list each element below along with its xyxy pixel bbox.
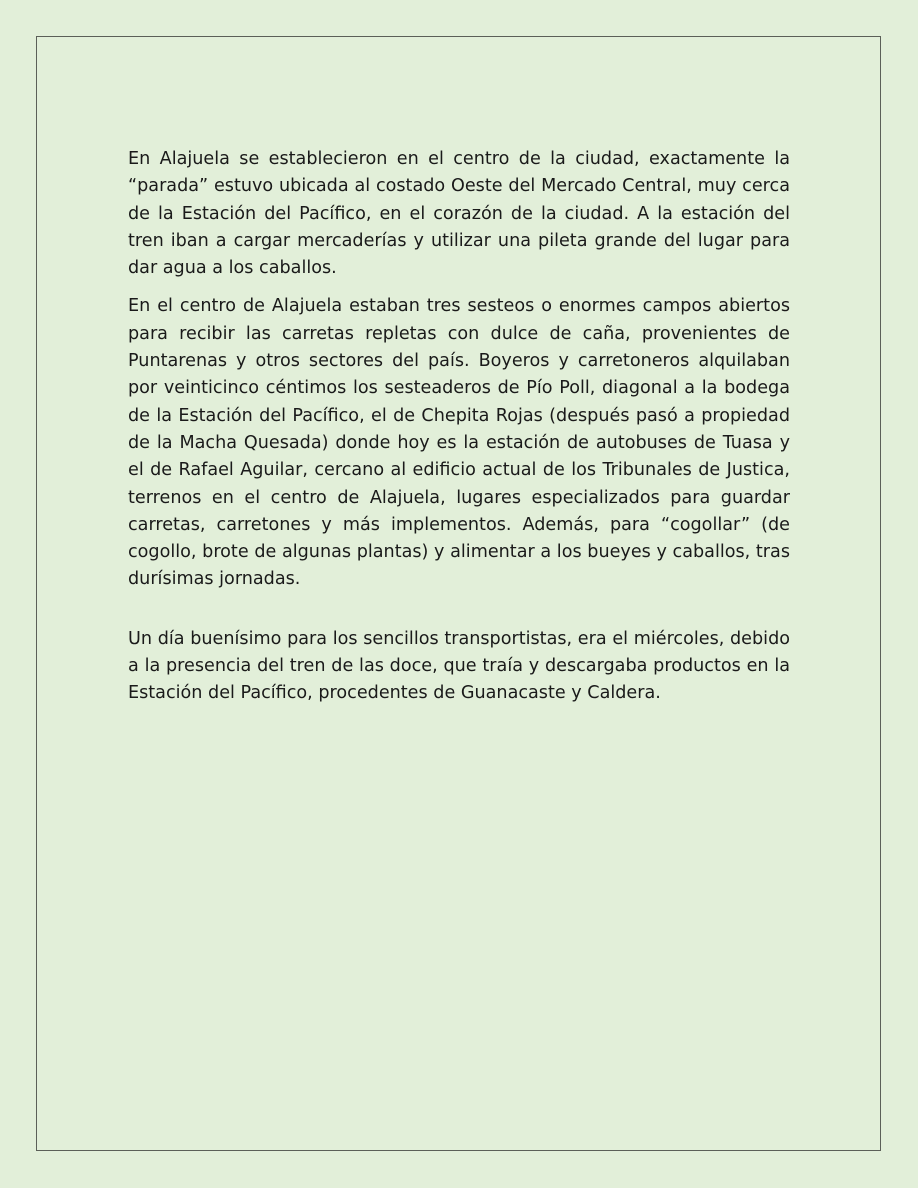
paragraph-2: En el centro de Alajuela estaban tres sesteos o enormes campos abiertos para recibir las carretas repletas con dulce de caña, provenientes de Puntarenas y otros sectores del país. Boyeros y carretoneros alquilaban por veinticinco céntimos los sesteaderos de Pío Poll, diagonal a la bodega de la Estación del Pacífico, el de Chepita Rojas (después pasó a propiedad de la Macha Quesada) donde hoy es la estación de autobuses de Tuasa y el de Rafael Aguilar, cercano al edificio actual de los Tribunales de Justica, terrenos en el centro de Alajuela, lugares especializados para guardar carretas, carretones y más implementos. Además, para “cogollar” (de cogollo, brote de algunas plantas) y alimentar a los bueyes y caballos, tras durísimas jornadas. bbox=[128, 296, 790, 590]
paragraph-1: En Alajuela se establecieron en el centro de la ciudad, exactamente la “parada” estuvo ubicada al costado Oeste del Mercado Central, muy cerca de la Estación del Pacífico, en el corazón de la ciudad. A la estación del tren iban a cargar mercaderías y utilizar una pileta grande del lugar para dar agua a los caballos. bbox=[128, 149, 790, 279]
paragraph-3: Un día buenísimo para los sencillos transportistas, era el miércoles, debido a la presencia del tren de las doce, que traía y descargaba productos en la Estación del Pacífico, procedentes de Guanacaste y Caldera. bbox=[128, 628, 790, 704]
document-body bbox=[128, 146, 790, 708]
